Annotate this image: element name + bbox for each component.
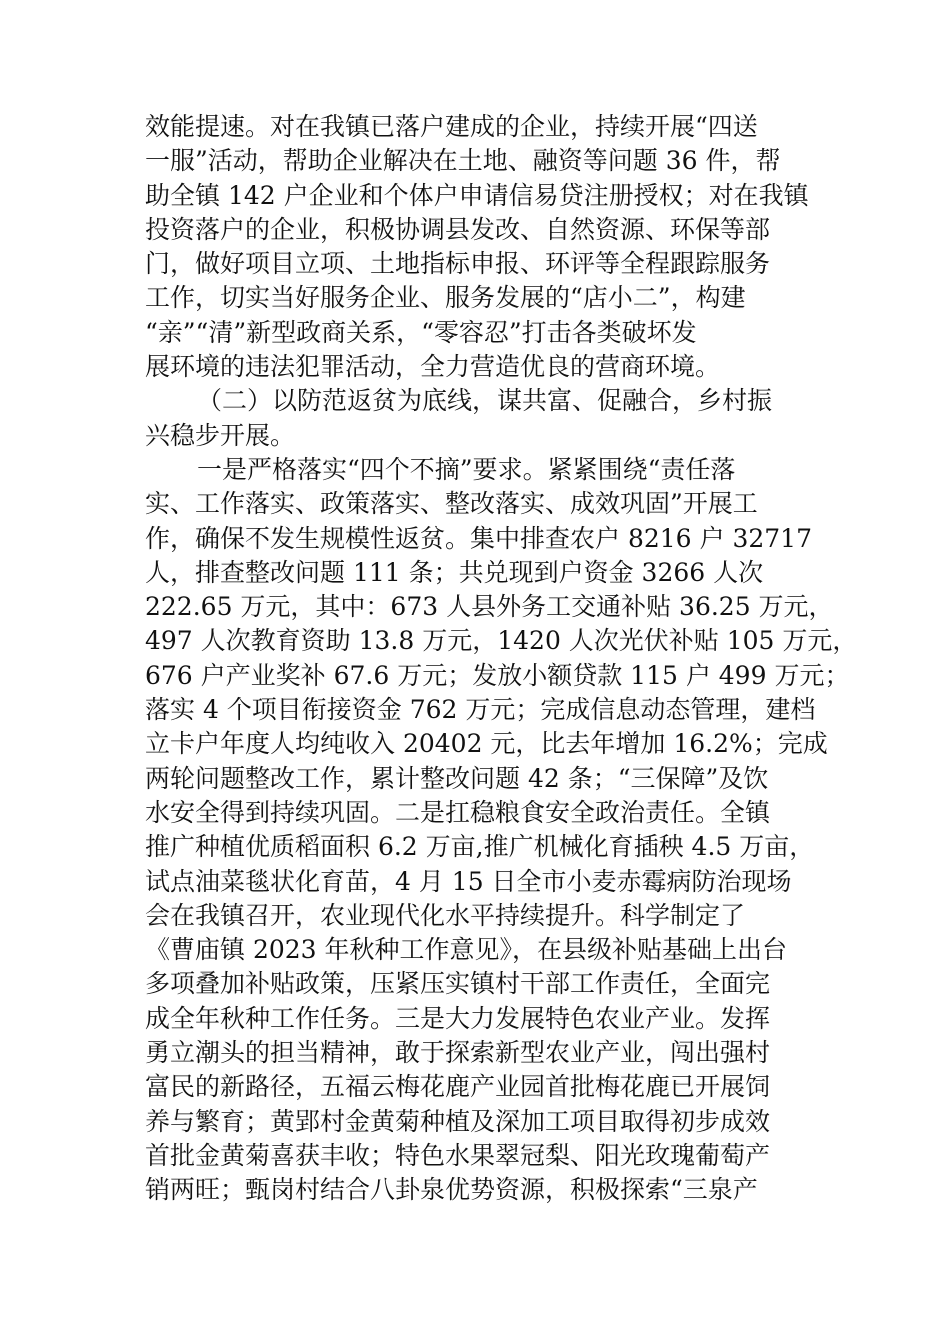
text-line: 立卡户年度人均纯收入 20402 元，比去年增加 16.2%；完成 (145, 729, 828, 759)
text-line: 成全年秋种工作任务。三是大力发展特色农业产业。发挥 (145, 1003, 771, 1033)
text-line: 一服”活动，帮助企业解决在土地、融资等问题 36 件，帮 (145, 146, 781, 176)
text-line: 助全镇 142 户企业和个体户申请信易贷注册授权；对在我镇 (145, 180, 809, 210)
text-line: 两轮问题整改工作，累计整改问题 42 条；“三保障”及饮 (145, 763, 769, 793)
text-line: 富民的新路径，五福云梅花鹿产业园首批梅花鹿已开展饲 (145, 1072, 771, 1102)
text-line: 勇立潮头的担当精神，敢于探索新型农业产业，闯出强村 (145, 1038, 771, 1068)
text-line: 《曹庙镇 2023 年秋种工作意见》，在县级补贴基础上出台 (145, 935, 788, 965)
text-line: 展环境的违法犯罪活动，全力营造优良的营商环境。 (145, 352, 721, 382)
text-line: 投资落户的企业，积极协调县发改、自然资源、环保等部 (145, 214, 771, 244)
text-line: 试点油菜毯状化育苗，4 月 15 日全市小麦赤霉病防治现场 (145, 866, 792, 896)
text-line: 销两旺；甄岗村结合八卦泉优势资源，积极探索“三泉产 (145, 1175, 758, 1205)
text-line: 门，做好项目立项、土地指标申报、环评等全程跟踪服务 (145, 249, 771, 279)
text-line: 676 户产业奖补 67.6 万元；发放小额贷款 115 户 499 万元； (145, 660, 850, 690)
text-line: 作，确保不发生规模性返贫。集中排查农户 8216 户 32717 (145, 523, 812, 553)
text-line: 497 人次教育资助 13.8 万元，1420 人次光伏补贴 105 万元， (145, 626, 858, 656)
section-heading-line: 兴稳步开展。 (145, 420, 296, 450)
text-line: 会在我镇召开，农业现代化水平持续提升。科学制定了 (145, 900, 746, 930)
paragraph-first-line: 一是严格落实“四个不摘”要求。紧紧围绕“责任落 (197, 454, 736, 484)
text-line: 人，排查整改问题 111 条；共兑现到户资金 3266 人次 (145, 557, 764, 587)
text-line: 实、工作落实、政策落实、整改落实、成效巩固”开展工 (145, 489, 758, 519)
text-line: 多项叠加补贴政策，压紧压实镇村干部工作责任，全面完 (145, 969, 771, 999)
text-line: 工作，切实当好服务企业、服务发展的“店小二”，构建 (145, 283, 746, 313)
section-heading-line: （二）以防范返贫为底线，谋共富、促融合，乡村振 (197, 386, 773, 416)
text-line: 落实 4 个项目衔接资金 762 万元；完成信息动态管理，建档 (145, 695, 816, 725)
text-line: 首批金黄菊喜获丰收；特色水果翠冠梨、阳光玫瑰葡萄产 (145, 1140, 771, 1170)
text-line: 效能提速。对在我镇已落户建成的企业，持续开展“四送 (145, 112, 758, 141)
text-line: 水安全得到持续巩固。二是扛稳粮食安全政治责任。全镇 (145, 797, 771, 827)
text-line: 推广种植优质稻面积 6.2 万亩,推广机械化育插秧 4.5 万亩， (145, 832, 815, 862)
text-line: 222.65 万元，其中：673 人县外务工交通补贴 36.25 万元， (145, 592, 834, 622)
text-line: “亲”“清”新型政商关系，“零容忍”打击各类破坏发 (145, 317, 697, 347)
text-line: 养与繁育；黄郢村金黄菊种植及深加工项目取得初步成效 (145, 1106, 771, 1136)
document-body (145, 110, 858, 1208)
